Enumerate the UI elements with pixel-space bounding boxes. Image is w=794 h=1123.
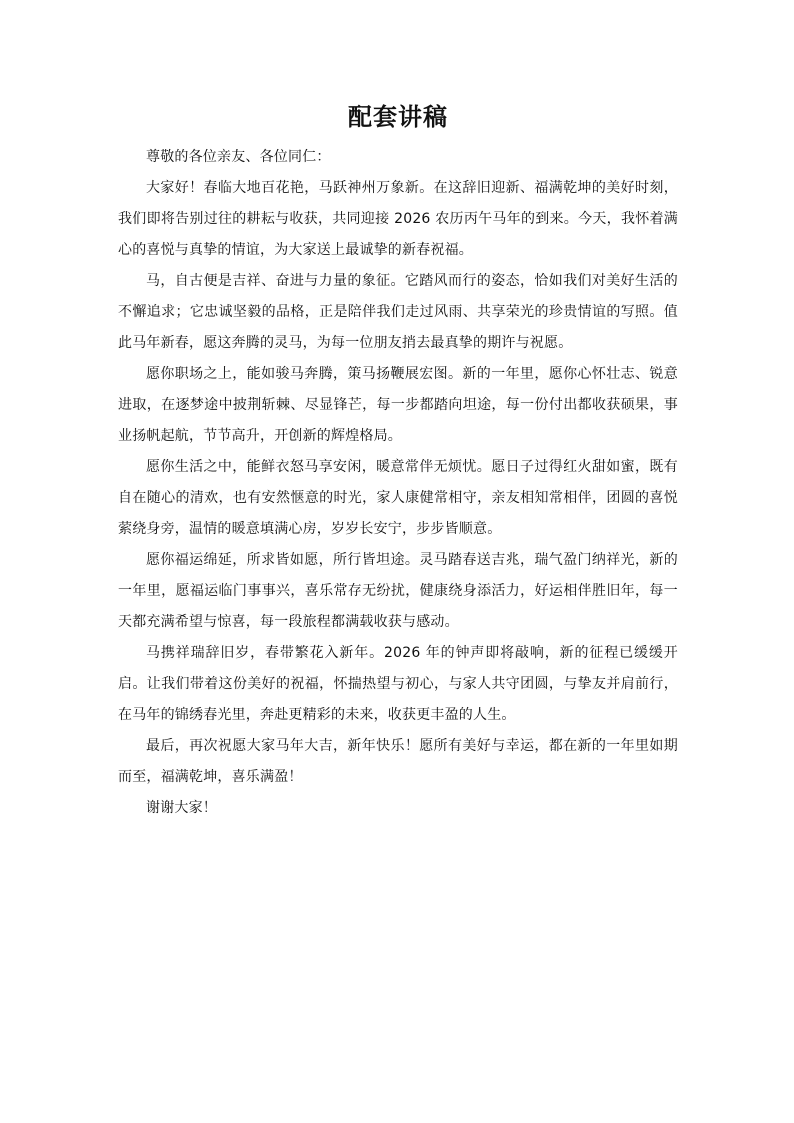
paragraph-horse-symbol: 马，自古便是吉祥、奋进与力量的象征。它踏风而行的姿态，恰如我们对美好生活的不懈追求；它忠诚坚毅的品格，正是陪伴我们走过风雨、共享荣光的珍贵情谊的写照。值此马年新春，愿这奔腾的灵马，为每一位朋友捎去最真挚的期许与祝愿。 (118, 273, 678, 351)
greeting: 尊敬的各位亲友、各位同仁： (146, 149, 331, 165)
paragraph-closing: 最后，再次祝愿大家马年大吉，新年快乐！愿所有美好与幸运，都在新的一年里如期而至，福满乾坤，喜乐满盈！ (118, 738, 678, 785)
document-page (118, 100, 678, 824)
paragraph-life-wish: 愿你生活之中，能鲜衣怒马享安闲，暖意常伴无烦忧。愿日子过得红火甜如蜜，既有自在随心的清欢，也有安然惬意的时光，家人康健常相守，亲友相知常相伴，团圆的喜悦萦绕身旁，温情的暖意填满心房，岁岁长安宁，步步皆顺意。 (118, 459, 678, 537)
page-title: 配套讲稿 (348, 103, 448, 131)
paragraph-opening: 大家好！春临大地百花艳，马跃神州万象新。在这辞旧迎新、福满乾坤的美好时刻，我们即将告别过往的耕耘与收获，共同迎接 2026 农历丙午马年的到来。今天，我怀着满心的喜悦与真挚的情谊，为大家送上最诚挚的新春祝福。 (118, 180, 678, 258)
paragraph-thanks: 谢谢大家！ (146, 800, 217, 816)
paragraph-career-wish: 愿你职场之上，能如骏马奔腾，策马扬鞭展宏图。新的一年里，愿你心怀壮志、锐意进取，在逐梦途中披荆斩棘、尽显锋芒，每一步都踏向坦途，每一份付出都收获硕果，事业扬帆起航，节节高升，开创新的辉煌格局。 (118, 366, 678, 444)
paragraph-new-year: 马携祥瑞辞旧岁，春带繁花入新年。2026 年的钟声即将敲响，新的征程已缓缓开启。让我们带着这份美好的祝福，怀揣热望与初心，与家人共守团圆，与挚友并肩前行，在马年的锦绣春光里，奔赴更精彩的未来，收获更丰盈的人生。 (118, 645, 678, 723)
paragraph-fortune-wish: 愿你福运绵延，所求皆如愿，所行皆坦途。灵马踏春送吉兆，瑞气盈门纳祥光，新的一年里，愿福运临门事事兴，喜乐常存无纷扰，健康绕身添活力，好运相伴胜旧年，每一天都充满希望与惊喜，每一段旅程都满载收获与感动。 (118, 552, 678, 630)
